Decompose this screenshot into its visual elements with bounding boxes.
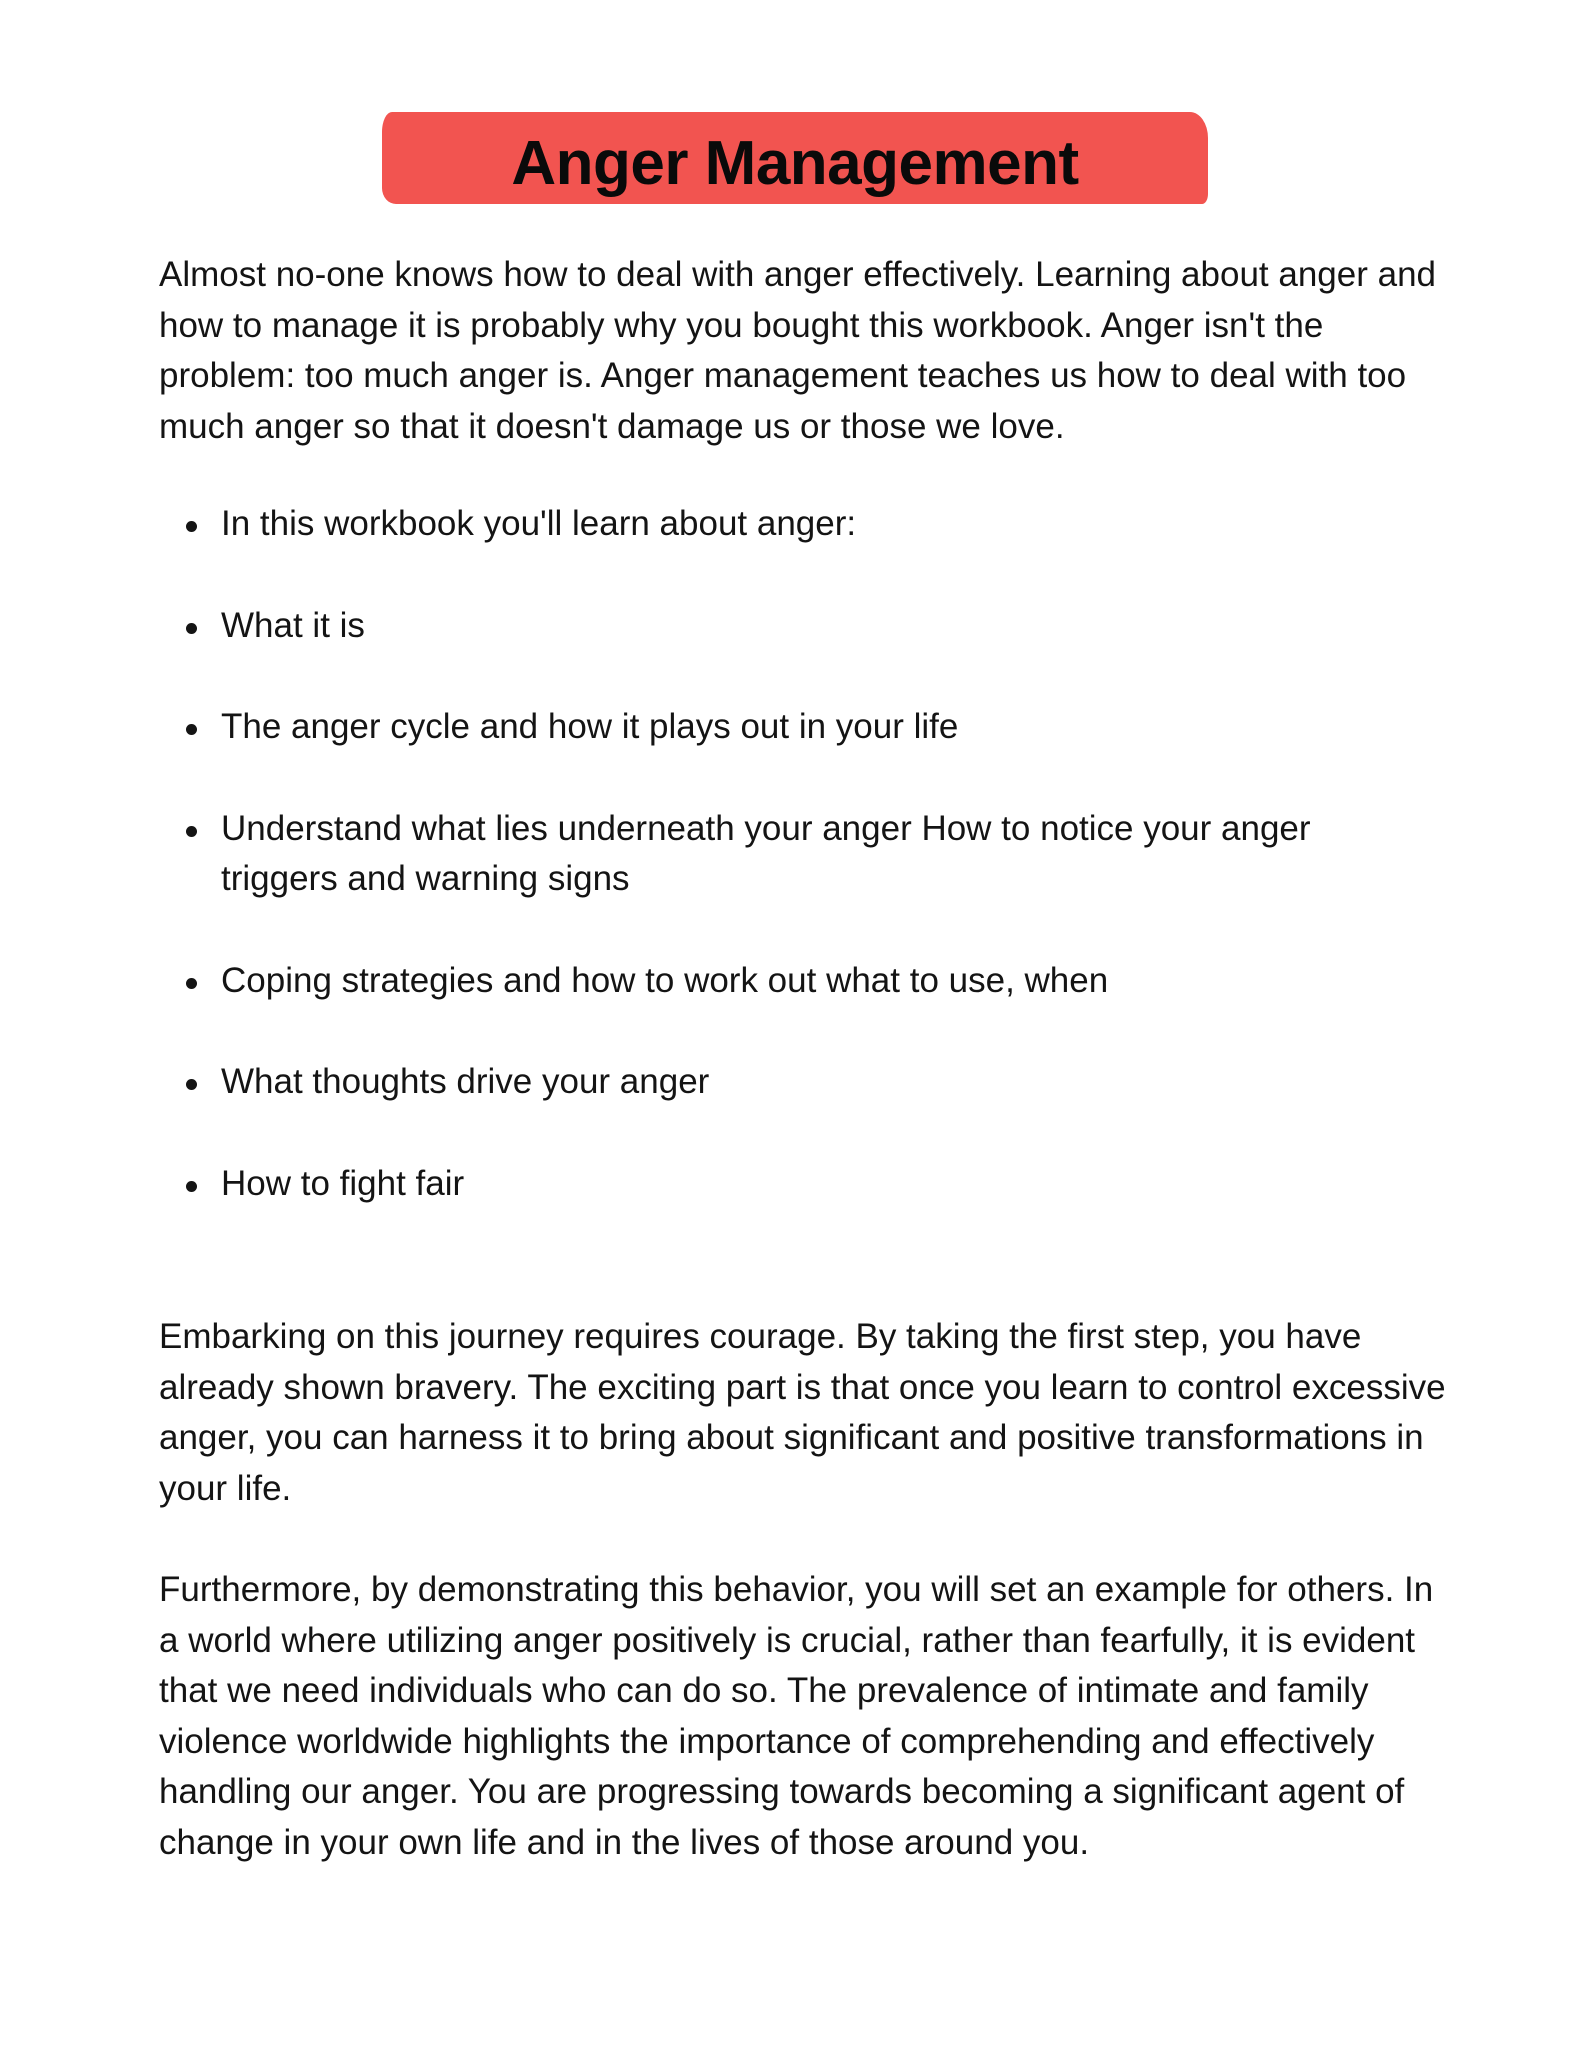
page-title: Anger Management <box>511 129 1079 198</box>
example-paragraph: Furthermore, by demonstrating this behavior, you will set an example for others. In a world where utilizing anger positively is crucial, rather than fearfully, it is evident that we need individuals who can do so. The prevalence of intimate and family violence worldwide highlights the importance of comprehending and effectively handling our anger. You are progressing towards becoming a significant agent of change in your own life and in the lives of those around you. <box>159 1570 1434 1862</box>
list-item: How to fight fair <box>159 1159 1449 1210</box>
list-item: What it is <box>159 601 1449 652</box>
list-item: Coping strategies and how to work out what to use, when <box>159 956 1449 1007</box>
courage-paragraph: Embarking on this journey requires courage. By taking the first step, you have already shown bravery. The exciting part is that once you learn to control excessive anger, you can harness it to bring about significant and positive transformations in your life. <box>159 1317 1446 1508</box>
list-item: Understand what lies underneath your anger How to notice your anger triggers and warning signs <box>159 804 1401 905</box>
topics-list <box>159 499 1449 1260</box>
list-item: The anger cycle and how it plays out in your life <box>159 702 1449 753</box>
intro-paragraph: Almost no-one knows how to deal with anger effectively. Learning about anger and how to manage it is probably why you bought this workbook. Anger isn't the problem: too much anger is. Anger management teaches us how to deal with too much anger so that it doesn't damage us or those we love. <box>159 255 1437 446</box>
list-item: What thoughts drive your anger <box>159 1057 1449 1108</box>
list-item: In this workbook you'll learn about anger: <box>159 499 1449 550</box>
